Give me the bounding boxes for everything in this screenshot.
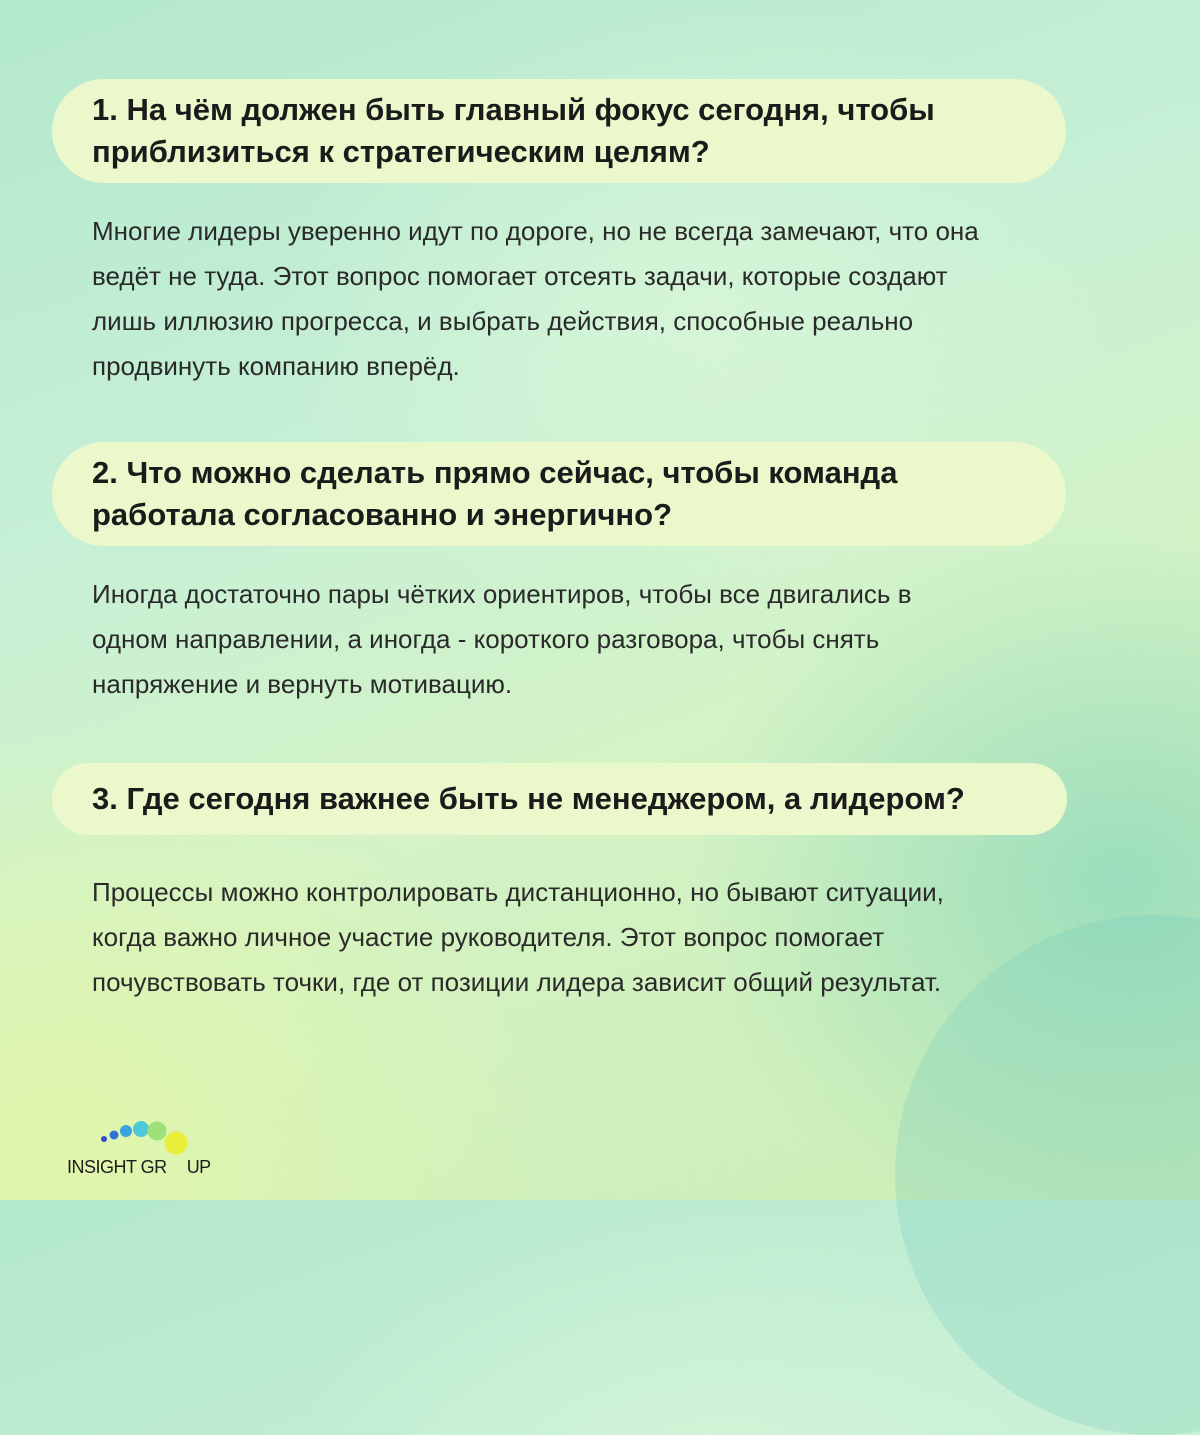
question-2-heading-pill [52, 442, 1066, 546]
question-2-text: Иногда достаточно пары чётких ориентиров, чтобы все двигались в одном направлении, а иногда - короткого разговора, чтобы снять напряжение и вернуть мотивацию. [92, 579, 912, 699]
question-3-title: 3. Где сегодня важнее быть не менеджером, а лидером? [92, 781, 965, 816]
logo-text-left: INSIGHT GR [67, 1157, 167, 1177]
logo-dots-icon [64, 1117, 244, 1157]
question-1-text: Многие лидеры уверенно идут по дороге, но не всегда замечают, что она ведёт не туда. Этот вопрос помогает отсеять задачи, которые создают лишь иллюзию прогресса, и выбрать действия, способные реально продвинуть компанию вперёд. [92, 216, 979, 381]
question-2-title: 2. Что можно сделать прямо сейчас, чтобы команда работала согласованно и энергично? [92, 455, 898, 532]
question-3-text: Процессы можно контролировать дистанционно, но бывают ситуации, когда важно личное участие руководителя. Этот вопрос помогает почувствовать точки, где от позиции лидера зависит общий результат. [92, 877, 944, 997]
logo-text-right: UP [186, 1157, 211, 1177]
insight-group-logo [64, 1117, 244, 1177]
question-3-heading-pill [52, 763, 1067, 835]
question-1-heading-pill [52, 79, 1066, 183]
question-1-title: 1. На чём должен быть главный фокус сегодня, чтобы приблизиться к стратегическим целям? [92, 92, 935, 169]
logo-wordmark [67, 1157, 211, 1178]
